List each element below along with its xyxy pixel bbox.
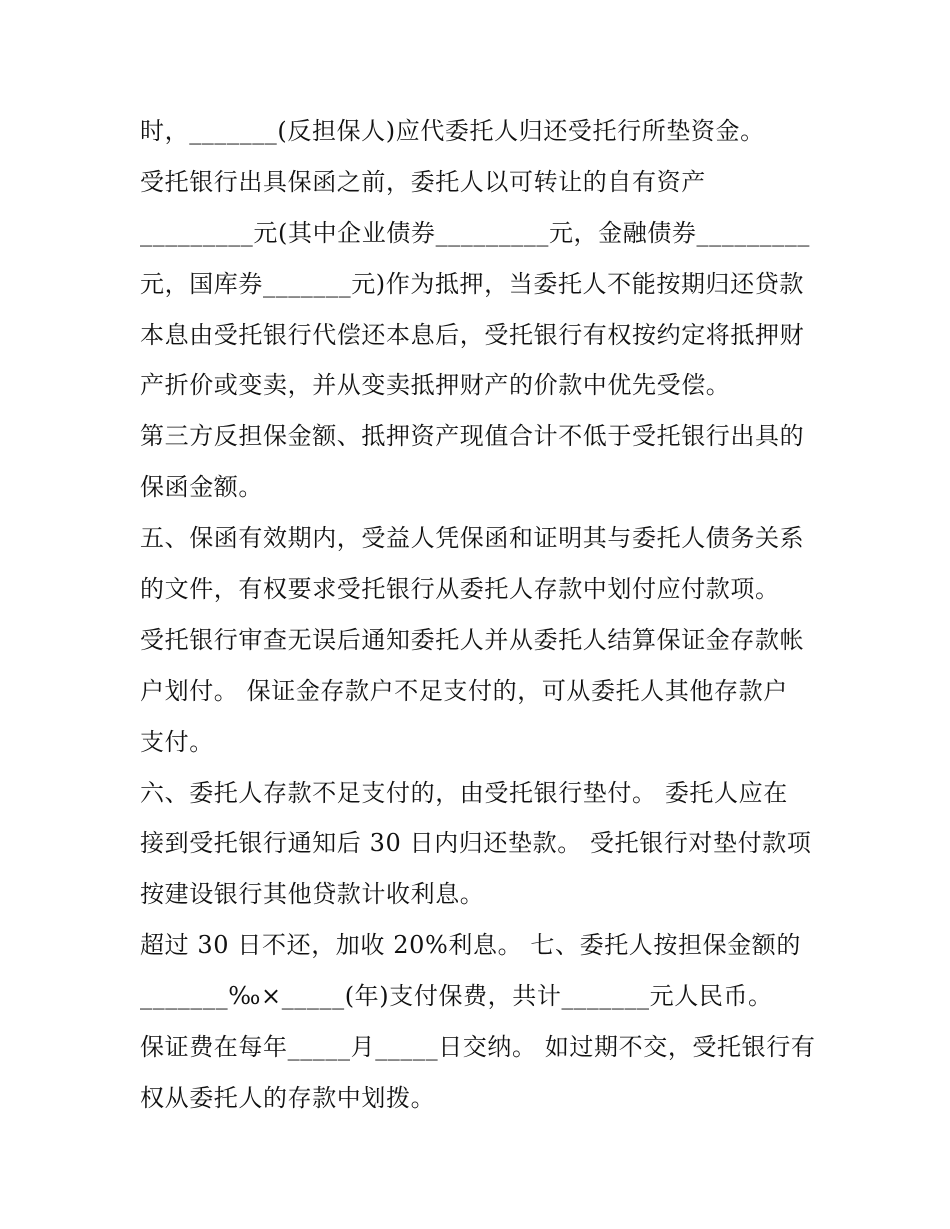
text-line: 五、保函有效期内，受益人凭保函和证明其与委托人债务关系: [140, 524, 805, 553]
text-line: 受托银行审查无误后通知委托人并从委托人结算保证金存款帐: [140, 625, 805, 654]
text-line: 元，国库券_______元)作为抵押，当委托人不能按期归还贷款: [140, 269, 804, 298]
text-line: 时，_______(反担保人)应代委托人归还受托行所垫资金。: [140, 117, 765, 145]
text-line: 保函金额。: [140, 473, 263, 502]
text-line: 超过 30 日不还，加收 20%利息。 七、委托人按担保金额的: [140, 931, 801, 960]
text-line: 第三方反担保金额、抵押资产现值合计不低于受托银行出具的: [140, 422, 805, 451]
text-line: _______‰×_____(年)支付保费，共计_______元人民币。: [140, 982, 773, 1011]
document-body: [140, 106, 820, 1124]
text-line: 保证费在每年_____月_____日交纳。 如过期不交，受托银行有: [140, 1033, 816, 1062]
text-line: 六、委托人存款不足支付的，由受托银行垫付。 委托人应在: [140, 778, 788, 807]
text-line: _________元(其中企业债券_________元，金融债券_________: [140, 218, 810, 247]
text-line: 支付。: [140, 727, 214, 756]
text-line: 产折价或变卖，并从变卖抵押财产的价款中优先受偿。: [140, 371, 731, 400]
text-line: 权从委托人的存款中划拨。: [140, 1083, 436, 1112]
text-line: 接到受托银行通知后 30 日内归还垫款。 受托银行对垫付款项: [140, 829, 812, 858]
text-line: 户划付。 保证金存款户不足支付的，可从委托人其他存款户: [140, 676, 788, 705]
text-line: 按建设银行其他贷款计收利息。: [140, 880, 485, 909]
text-line: 受托银行出具保函之前，委托人以可转让的自有资产: [140, 167, 706, 196]
text-line: 本息由受托银行代偿还本息后，受托银行有权按约定将抵押财: [140, 320, 805, 349]
text-line: 的文件，有权要求受托银行从委托人存款中划付应付款项。: [140, 575, 780, 604]
